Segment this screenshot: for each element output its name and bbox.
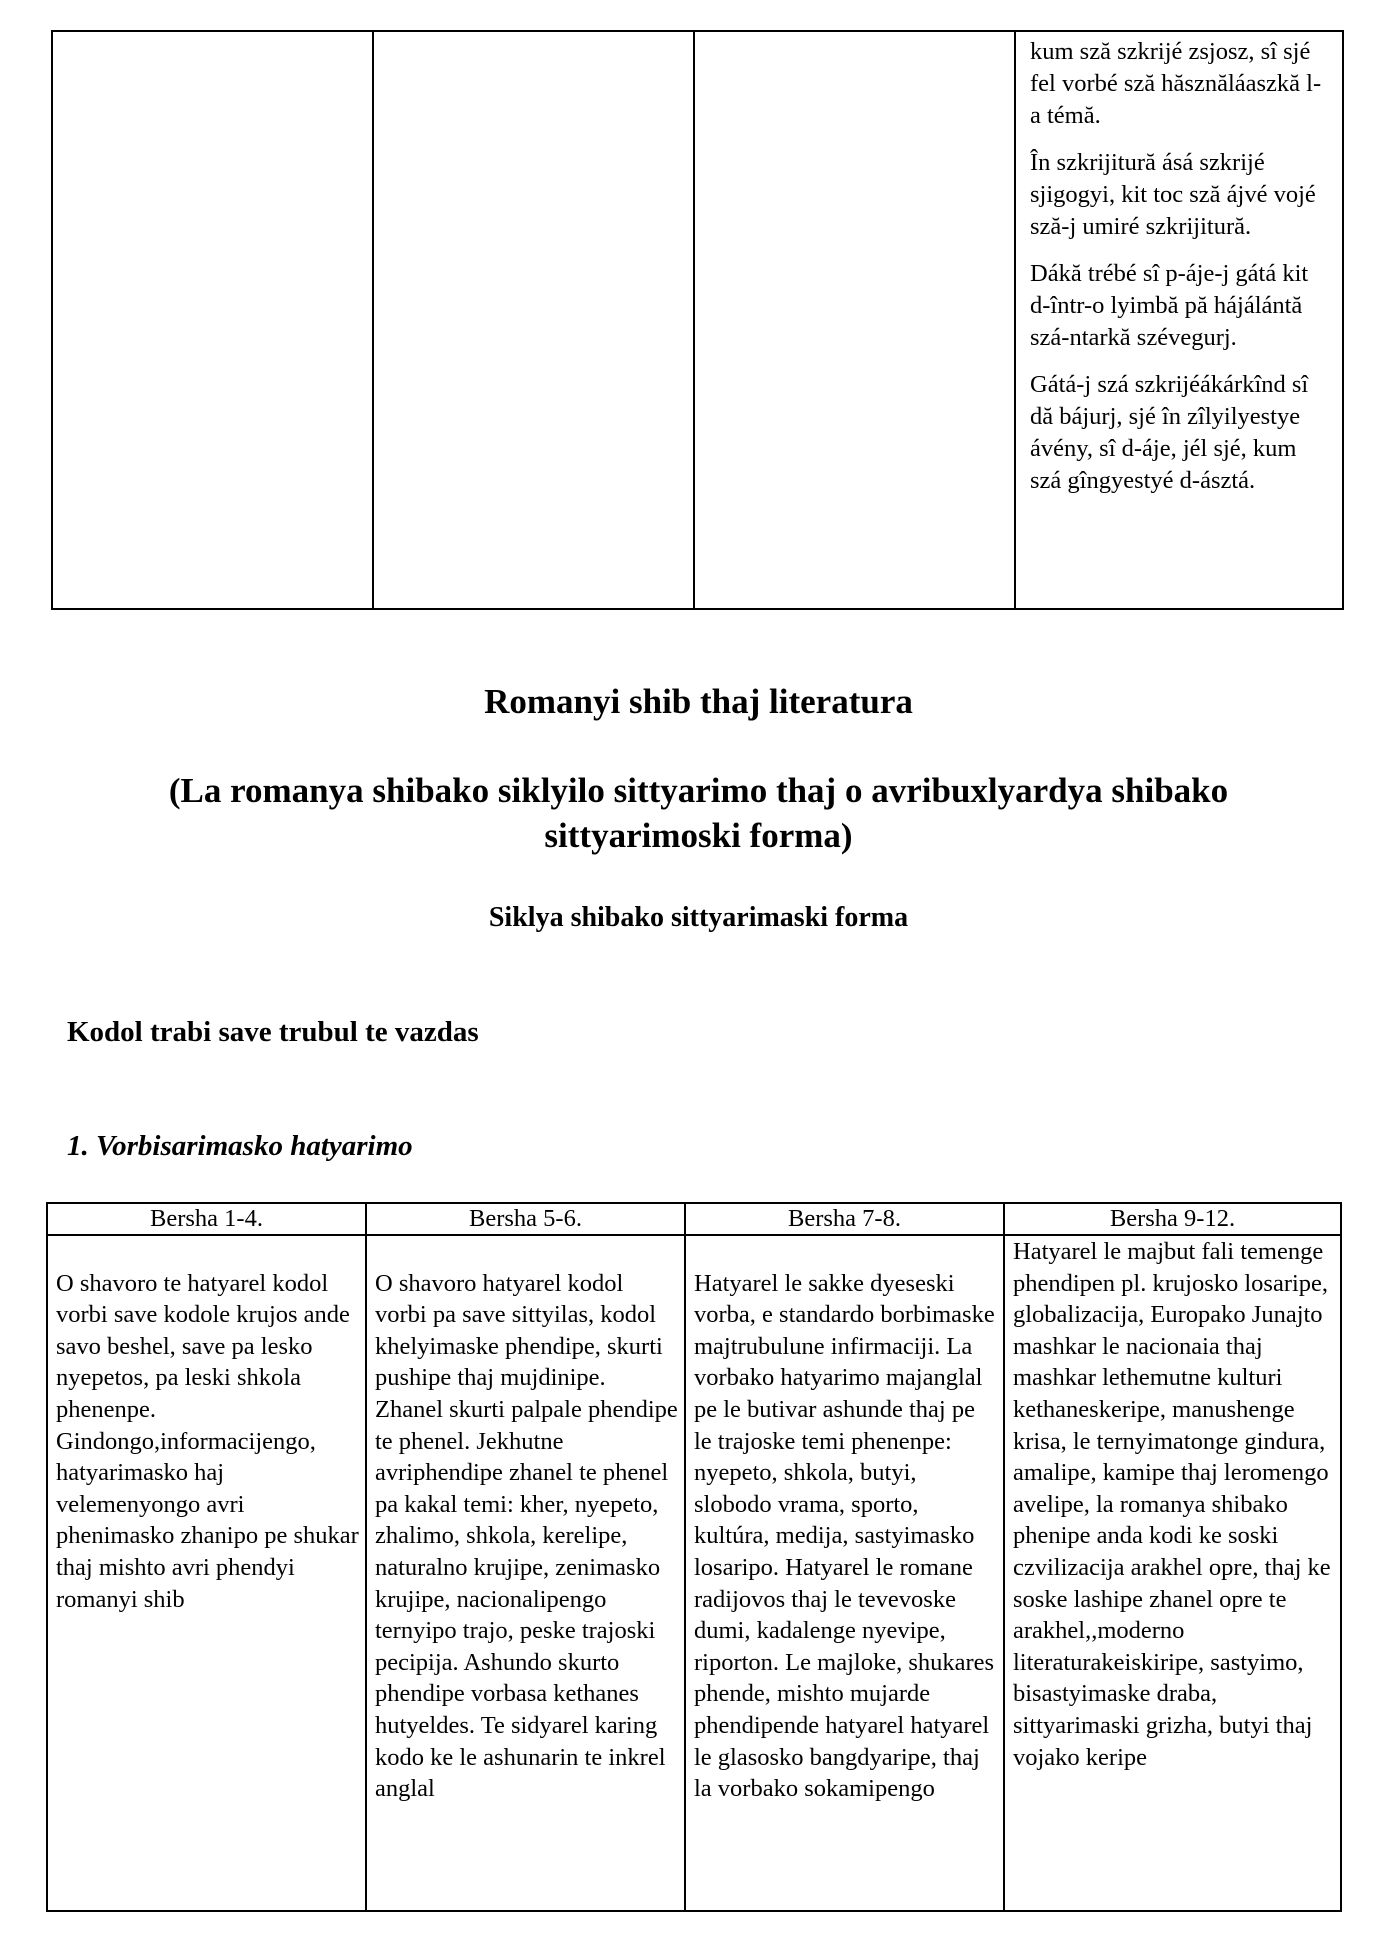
grade-table-header-row xyxy=(47,1203,1341,1235)
grade-header-7-8: Bersha 7-8. xyxy=(685,1203,1004,1235)
grade-cell-1-4 xyxy=(47,1235,366,1911)
continuation-cell-empty-3 xyxy=(694,31,1015,609)
continuation-paragraph: În szkrijitură ásá szkrijé sjigogyi, kit toc sză ájvé vojé sză-j umiré szkrijitură. xyxy=(1030,149,1316,240)
form-heading: Siklya shibako sittyarimaski forma xyxy=(488,902,909,933)
section-heading: Kodol trabi save trubul te vazdas xyxy=(67,1016,479,1048)
continuation-row xyxy=(52,31,1343,609)
continuation-cell-text xyxy=(1015,31,1343,609)
grade-cell-9-12 xyxy=(1004,1235,1341,1911)
continuation-cell-empty-2 xyxy=(373,31,694,609)
grade-cell-7-8 xyxy=(685,1235,1004,1911)
subsection-heading: 1. Vorbisarimasko hatyarimo xyxy=(67,1130,413,1162)
continuation-table xyxy=(51,30,1344,610)
grade-cell-5-6 xyxy=(366,1235,685,1911)
grade-cell-text: O shavoro te hatyarel kodol vorbi save kodole krujos ande savo beshel, save pa lesko nyepetos, pa leski shkola phenenpe. Gindongo,informacijengo, hatyarimasko haj velemenyongo avri phenimasko zhanipo pe shukar thaj mishto avri phendyi romanyi shib xyxy=(56,1269,359,1613)
document-subtitle: (La romanya shibako siklyilo sittyarimo thaj o avribuxlyardya shibako sittyarimoski forma) xyxy=(168,771,1229,855)
continuation-paragraph: Dákă trébé sî p-áje-j gátá kit d-într-o lyimbă pă hájálántă szá-ntarkă szévegurj. xyxy=(1030,260,1309,351)
grade-header-9-12: Bersha 9-12. xyxy=(1004,1203,1341,1235)
document-title: Romanyi shib thaj literatura xyxy=(484,682,913,721)
continuation-paragraph: kum sză szkrijé zsjosz, sî sjé fel vorbé sză hăsznăláaszkă l-a témă. xyxy=(1030,38,1322,129)
grade-cell-text: O shavoro hatyarel kodol vorbi pa save sittyilas, kodol khelyimaske phendipe, skurti pushipe thaj mujdinipe. Zhanel skurti palpale phendipe te phenel. Jekhutne avriphendipe zhanel te phenel pa kakal temi: kher, nyepeto, zhalimo, shkola, kerelipe, naturalno krujipe, zenimasko krujipe, nacionalipengo ternyipo trajo, peske trajoski pecipija. Ashundo skurto phendipe vorbasa kethanes hutyeldes. Te sidyarel karing kodo ke le ashunarin te inkrel anglal xyxy=(375,1269,678,1803)
continuation-cell-empty-1 xyxy=(52,31,373,609)
grade-table-row xyxy=(47,1235,1341,1911)
grade-table xyxy=(46,1202,1342,1912)
grade-cell-text: Hatyarel le majbut fali temenge phendipen pl. krujosko losaripe, globalizacija, Europako Junajto mashkar le nacionaia thaj mashkar lethemutne kulturi kethaneskeripe, manushenge krisa, le ternyimatonge gindura, amalipe, kamipe thaj leromengo avelipe, la romanya shibako phenipe anda kodi ke soski czvilizacija arakhel opre, thaj ke soske lashipe zhanel opre te arakhel,,moderno literaturakeiskiripe, sastyimo, bisastyimaske draba, sittyarimaski grizha, butyi thaj vojako keripe xyxy=(1013,1238,1331,1771)
grade-header-1-4: Bersha 1-4. xyxy=(47,1203,366,1235)
grade-cell-text: Hatyarel le sakke dyeseski vorba, e standardo borbimaske majtrubulune infirmaciji. La vorbako hatyarimo majanglal pe le butivar ashunde thaj pe le trajoske temi phenenpe: nyepeto, shkola, butyi, slobodo vrama, sporto, kultúra, medija, sastyimasko losaripo. Hatyarel le romane radijovos thaj le tevevoske dumi, kadalenge nyevipe, riporton. Le majloke, shukares phende, mishto mujarde phendipende hatyarel hatyarel le glasosko bangdyaripe, thaj la vorbako sokamipengo xyxy=(694,1269,995,1803)
continuation-paragraph: Gátá-j szá szkrijéákárkînd sî dă bájurj, sjé în zîlyilyestye ávény, sî d-áje, jél sjé, kum szá gîngyestyé d-ásztá. xyxy=(1030,371,1309,494)
grade-header-5-6: Bersha 5-6. xyxy=(366,1203,685,1235)
